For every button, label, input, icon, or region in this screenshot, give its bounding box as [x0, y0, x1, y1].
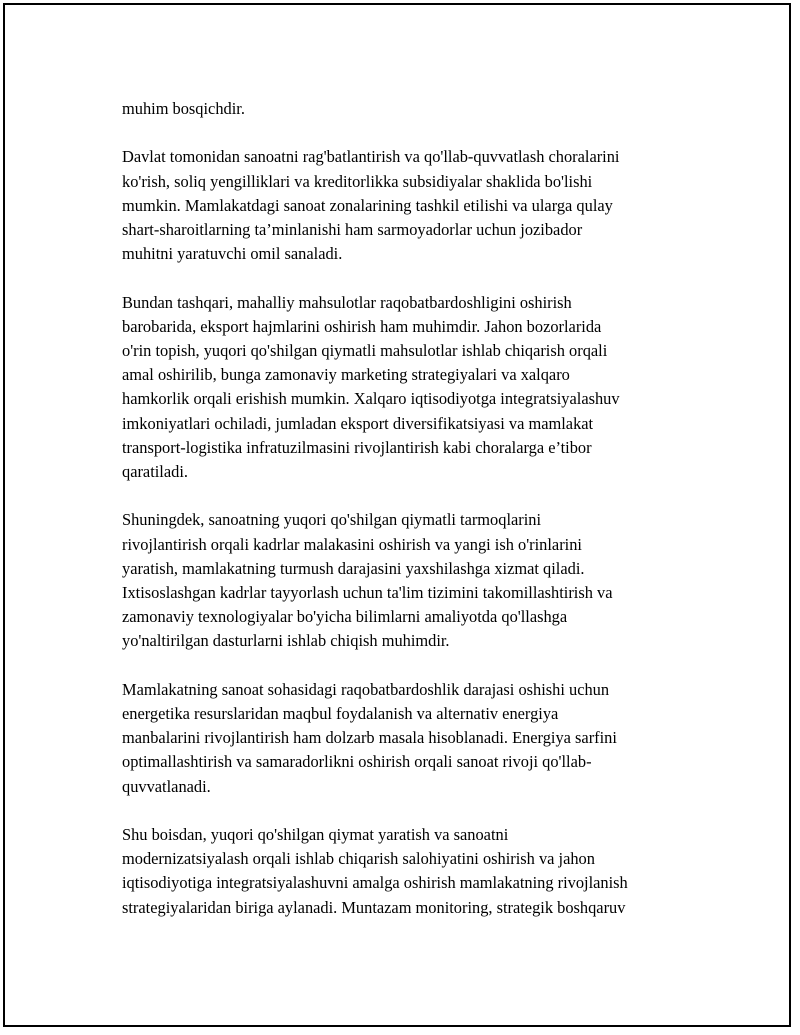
text-line: qaratiladi.	[122, 462, 188, 482]
text-line: shart-sharoitlarning ta’minlanishi ham sarmoyadorlar uchun jozibador	[122, 220, 583, 239]
text-line: mumkin. Mamlakatdagi sanoat zonalarining tashkil etilishi va ularga qulay	[122, 195, 613, 215]
paragraph-3	[122, 291, 707, 485]
text-line: zamonaviy texnologiyalar bo'yicha bilimlarni amaliyotda qo'llashga	[122, 607, 568, 627]
text-line: imkoniyatlari ochiladi, jumladan eksport diversifikatsiyasi va mamlakat	[122, 413, 594, 433]
paragraph-4	[122, 508, 707, 653]
text-line: yo'naltirilgan dasturlarni ishlab chiqish muhimdir.	[122, 631, 450, 651]
paragraph-1	[122, 97, 707, 121]
text-line: yaratish, mamlakatning turmush darajasini yaxshilashga xizmat qiladi.	[122, 558, 585, 578]
text-line: quvvatlanadi.	[122, 776, 211, 796]
text-line: energetika resurslaridan maqbul foydalanish va alternativ energiya	[122, 704, 559, 724]
text-line: Shuningdek, sanoatning yuqori qo'shilgan qiymatli tarmoqlarini	[122, 510, 542, 530]
text-line: Ixtisoslashgan kadrlar tayyorlash uchun ta'lim tizimini takomillashtirish va	[122, 583, 613, 603]
text-line: iqtisodiyotiga integratsiyalashuvni amalga oshirish mamlakatning rivojlanish	[122, 873, 628, 893]
text-line: muhim bosqichdir.	[122, 99, 245, 118]
text-line: barobarida, eksport hajmlarini oshirish ham muhimdir. Jahon bozorlarida	[122, 316, 602, 336]
text-line: hamkorlik orqali erishish mumkin. Xalqaro iqtisodiyotga integratsiyalashuv	[122, 389, 620, 409]
text-line: ko'rish, soliq yengilliklari va kreditorlikka subsidiyalar shaklida bo'lishi	[122, 171, 593, 191]
text-line: Davlat tomonidan sanoatni rag'batlantirish va qo'llab-quvvatlash choralarini	[122, 147, 620, 167]
text-line: transport-logistika infratuzilmasini rivojlantirish kabi choralarga e’tibor	[122, 437, 592, 457]
text-line: rivojlantirish orqali kadrlar malakasini oshirish va yangi ish o'rinlarini	[122, 534, 582, 554]
text-line: Mamlakatning sanoat sohasidagi raqobatbardoshlik darajasi oshishi uchun	[122, 679, 610, 699]
text-line: Shu boisdan, yuqori qo'shilgan qiymat yaratish va sanoatni	[122, 825, 509, 845]
text-line: muhitni yaratuvchi omil sanaladi.	[122, 244, 343, 264]
paragraph-5	[122, 678, 707, 799]
text-line: amal oshirilib, bunga zamonaviy marketing strategiyalari va xalqaro	[122, 365, 570, 385]
paragraph-6	[122, 823, 707, 920]
paragraph-2	[122, 145, 707, 266]
document-body	[122, 97, 707, 944]
text-line: strategiyalaridan biriga aylanadi. Muntazam monitoring, strategik boshqaruv	[122, 897, 626, 917]
text-line: o'rin topish, yuqori qo'shilgan qiymatli mahsulotlar ishlab chiqarish orqali	[122, 341, 608, 360]
text-line: optimallashtirish va samaradorlikni oshirish orqali sanoat rivoji qo'llab-	[122, 752, 592, 772]
text-line: Bundan tashqari, mahalliy mahsulotlar raqobatbardoshligini oshirish	[122, 292, 572, 312]
text-line: modernizatsiyalash orqali ishlab chiqarish salohiyatini oshirish va jahon	[122, 849, 595, 869]
document-page	[3, 3, 791, 1027]
text-line: manbalarini rivojlantirish ham dolzarb masala hisoblanadi. Energiya sarfini	[122, 728, 617, 748]
